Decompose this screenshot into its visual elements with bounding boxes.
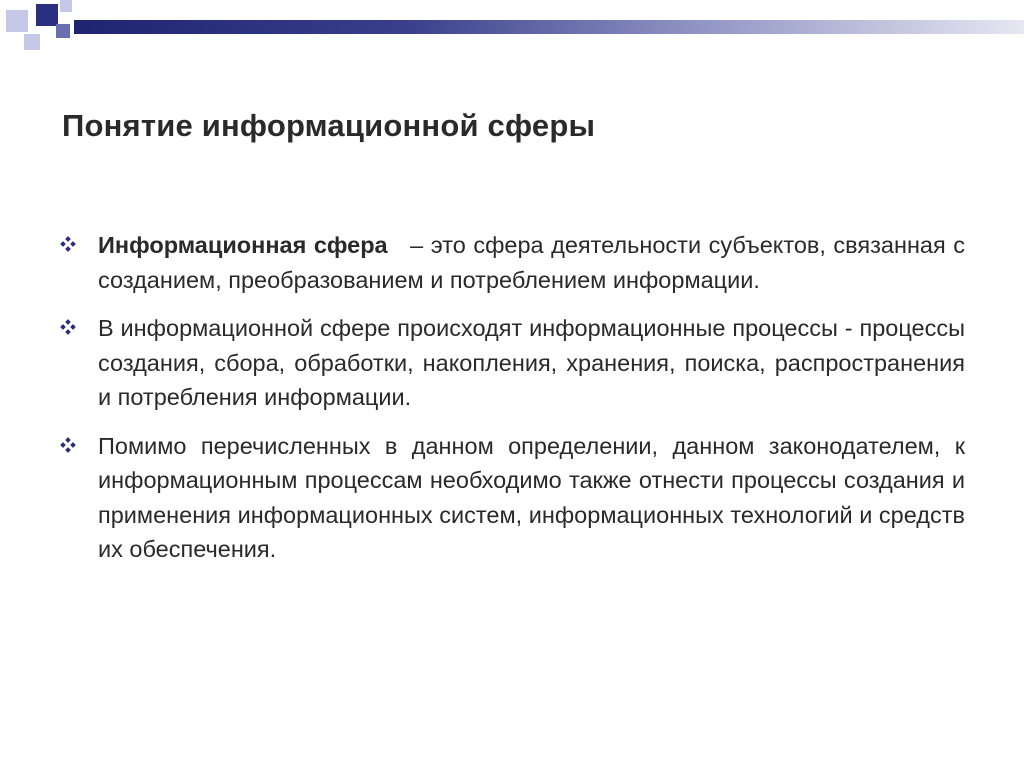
header-decor-square	[36, 4, 58, 26]
bullet-item	[60, 311, 965, 415]
diamond-bullet-icon	[60, 319, 76, 335]
diamond-bullet-icon	[60, 437, 76, 453]
bullet-item	[60, 228, 972, 297]
bullet-term: Информационная сфера	[98, 232, 388, 258]
bullet-list	[60, 228, 972, 581]
header-decor-square	[60, 0, 72, 12]
header-decor-square	[6, 10, 28, 32]
bullet-text: В информационной сфере происходят информационные процессы - процессы создания, сбора, обработки, накопления, хранения, поиска, распространения и потребления информации.	[98, 315, 965, 410]
bullet-text: – это сфера деятельности субъектов, связанная с созданием, преобразованием и потреблением информации.	[98, 232, 972, 293]
header-decor-square	[56, 24, 70, 38]
diamond-bullet-icon	[60, 236, 76, 252]
header-decor-square	[24, 34, 40, 50]
slide-title: Понятие информационной сферы	[62, 108, 596, 143]
header-bar	[74, 20, 1024, 34]
bullet-text: Помимо перечисленных в данном определении, данном законодателем, к информационным процессам необходимо также отнести процессы создания и применения информационных систем, информационных технологий и средств их обеспечения.	[98, 432, 965, 562]
bullet-item	[60, 429, 965, 567]
